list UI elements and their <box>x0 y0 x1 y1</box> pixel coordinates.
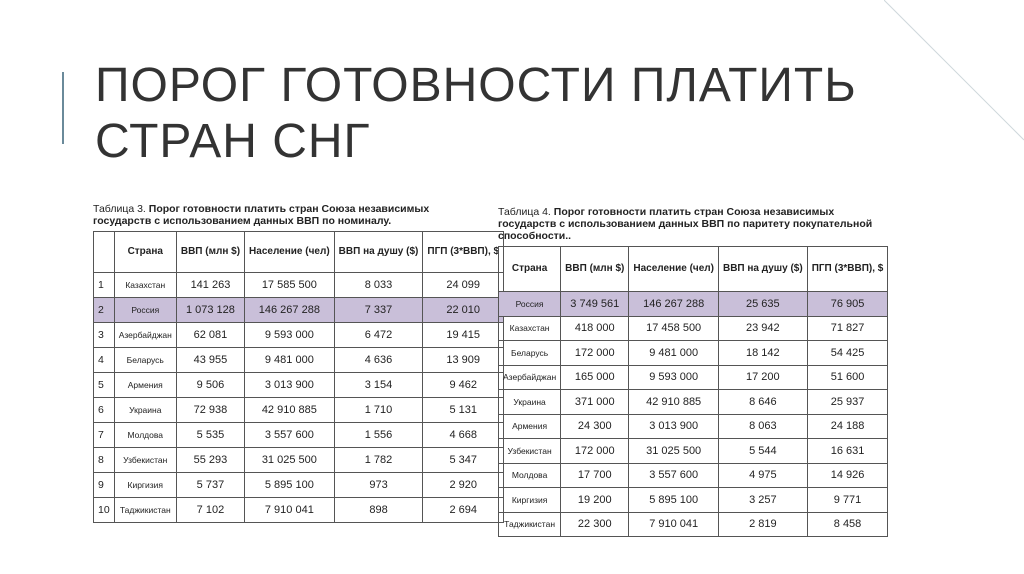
table-row <box>499 439 888 464</box>
caption-prefix: Таблица 4. <box>498 206 551 218</box>
table-cell: 1 556 <box>334 423 423 448</box>
table-cell: 2 819 <box>718 512 807 537</box>
table-cell: 6 <box>94 398 115 423</box>
table-cell: 3 013 900 <box>629 414 719 439</box>
table-row <box>94 298 504 323</box>
table-cell: Россия <box>114 298 176 323</box>
table-cell: 8 458 <box>807 512 888 537</box>
table-cell: 3 557 600 <box>629 463 719 488</box>
column-header: Страна <box>114 232 176 273</box>
caption-prefix: Таблица 3. <box>93 203 146 215</box>
table-cell: 31 025 500 <box>245 448 335 473</box>
table-cell: 5 544 <box>718 439 807 464</box>
table-cell: 4 975 <box>718 463 807 488</box>
table-cell: 5 895 100 <box>245 473 335 498</box>
table-cell: 17 700 <box>561 463 629 488</box>
table-row <box>94 373 504 398</box>
column-header: ВВП на душу ($) <box>718 247 807 292</box>
table-cell: 9 481 000 <box>629 341 719 366</box>
table-cell: 19 415 <box>423 323 504 348</box>
table-cell: 17 585 500 <box>245 273 335 298</box>
table-cell: 7 <box>94 423 115 448</box>
table-cell: 17 200 <box>718 365 807 390</box>
table-row <box>499 292 888 317</box>
table-row <box>94 473 504 498</box>
table-cell: Таджикистан <box>499 512 561 537</box>
table-cell: 9 <box>94 473 115 498</box>
table-cell: 371 000 <box>561 390 629 415</box>
table-cell: 5 <box>94 373 115 398</box>
table-cell: 71 827 <box>807 316 888 341</box>
table-cell: 25 937 <box>807 390 888 415</box>
table-cell: Азербайджан <box>499 365 561 390</box>
table-row <box>499 316 888 341</box>
table-cell: Армения <box>499 414 561 439</box>
slide-title <box>95 58 975 170</box>
table-row <box>94 448 504 473</box>
table-cell: 3 257 <box>718 488 807 513</box>
table-cell: Киргизия <box>499 488 561 513</box>
table-cell: 5 347 <box>423 448 504 473</box>
table-cell: 1 <box>94 273 115 298</box>
column-header: ВВП (млн $) <box>561 247 629 292</box>
table-cell: 4 636 <box>334 348 423 373</box>
column-header: ПГП (3*ВВП), $ <box>807 247 888 292</box>
data-table <box>93 231 504 523</box>
table-cell: 9 481 000 <box>245 348 335 373</box>
table-cell: 13 909 <box>423 348 504 373</box>
table-row <box>94 498 504 523</box>
table-cell: 165 000 <box>561 365 629 390</box>
table-cell: 2 920 <box>423 473 504 498</box>
table-cell: 31 025 500 <box>629 439 719 464</box>
table-cell: Молдова <box>499 463 561 488</box>
slide-title-line2: СТРАН СНГ <box>95 115 371 168</box>
table-cell: 8 <box>94 448 115 473</box>
table-row <box>94 398 504 423</box>
table-cell: 9 771 <box>807 488 888 513</box>
caption-text: Порог готовности платить стран Союза независимых государств с использованием данных ВВП по номиналу. <box>93 203 430 227</box>
table-row <box>499 390 888 415</box>
column-header: ВВП (млн $) <box>176 232 244 273</box>
table-cell: 2 694 <box>423 498 504 523</box>
table-row <box>499 512 888 537</box>
table-cell: Киргизия <box>114 473 176 498</box>
table-cell: 7 337 <box>334 298 423 323</box>
table-cell: 141 263 <box>176 273 244 298</box>
table-cell: 146 267 288 <box>245 298 335 323</box>
table-cell: 43 955 <box>176 348 244 373</box>
table-cell: Узбекистан <box>114 448 176 473</box>
table-nominal-gdp <box>93 203 500 523</box>
column-header: Население (чел) <box>245 232 335 273</box>
table-cell: 9 593 000 <box>629 365 719 390</box>
column-header <box>94 232 115 273</box>
table-cell: 5 737 <box>176 473 244 498</box>
table-row <box>499 341 888 366</box>
table-cell: 19 200 <box>561 488 629 513</box>
table-cell: 62 081 <box>176 323 244 348</box>
table-cell: 8 063 <box>718 414 807 439</box>
table-cell: 973 <box>334 473 423 498</box>
table-cell: 2 <box>94 298 115 323</box>
table-cell: 25 635 <box>718 292 807 317</box>
caption-text: Порог готовности платить стран Союза независимых государств с использованием данных ВВП по паритету покупательной способности.. <box>498 206 873 242</box>
table-cell: 5 895 100 <box>629 488 719 513</box>
table-cell: Азербайджан <box>114 323 176 348</box>
table-cell: 3 <box>94 323 115 348</box>
table-cell: 10 <box>94 498 115 523</box>
table-row <box>499 488 888 513</box>
table-cell: 23 942 <box>718 316 807 341</box>
table-cell: 76 905 <box>807 292 888 317</box>
data-table <box>498 246 888 537</box>
table-row <box>499 365 888 390</box>
table-row <box>94 423 504 448</box>
table-cell: Молдова <box>114 423 176 448</box>
table-cell: Таджикистан <box>114 498 176 523</box>
table-cell: 5 535 <box>176 423 244 448</box>
table-cell: 1 782 <box>334 448 423 473</box>
table-cell: 55 293 <box>176 448 244 473</box>
table-cell: 418 000 <box>561 316 629 341</box>
table-caption <box>498 206 888 242</box>
table-cell: Узбекистан <box>499 439 561 464</box>
table-cell: 9 593 000 <box>245 323 335 348</box>
table-cell: 7 910 041 <box>629 512 719 537</box>
column-header: Население (чел) <box>629 247 719 292</box>
table-cell: 17 458 500 <box>629 316 719 341</box>
table-cell: Украина <box>114 398 176 423</box>
table-cell: 51 600 <box>807 365 888 390</box>
table-cell: 7 102 <box>176 498 244 523</box>
table-cell: 1 710 <box>334 398 423 423</box>
table-cell: 4 <box>94 348 115 373</box>
table-ppp-gdp <box>498 206 888 537</box>
table-cell: 3 013 900 <box>245 373 335 398</box>
table-cell: 9 462 <box>423 373 504 398</box>
table-cell: 5 131 <box>423 398 504 423</box>
table-row <box>94 348 504 373</box>
table-cell: 24 300 <box>561 414 629 439</box>
title-accent-bar <box>62 72 64 144</box>
table-cell: 3 154 <box>334 373 423 398</box>
table-cell: 54 425 <box>807 341 888 366</box>
table-cell: 898 <box>334 498 423 523</box>
column-header: ВВП на душу ($) <box>334 232 423 273</box>
table-cell: 24 188 <box>807 414 888 439</box>
table-cell: Украина <box>499 390 561 415</box>
table-cell: Армения <box>114 373 176 398</box>
table-cell: 8 033 <box>334 273 423 298</box>
table-cell: 3 749 561 <box>561 292 629 317</box>
table-cell: 1 073 128 <box>176 298 244 323</box>
table-cell: Беларусь <box>114 348 176 373</box>
table-cell: 72 938 <box>176 398 244 423</box>
table-cell: 7 910 041 <box>245 498 335 523</box>
table-row <box>94 323 504 348</box>
table-cell: 42 910 885 <box>629 390 719 415</box>
table-cell: 42 910 885 <box>245 398 335 423</box>
table-cell: 16 631 <box>807 439 888 464</box>
table-cell: 22 300 <box>561 512 629 537</box>
table-cell: 6 472 <box>334 323 423 348</box>
table-cell: 146 267 288 <box>629 292 719 317</box>
table-cell: 172 000 <box>561 439 629 464</box>
table-cell: 4 668 <box>423 423 504 448</box>
slide-title-line1: ПОРОГ ГОТОВНОСТИ ПЛАТИТЬ <box>95 59 857 112</box>
table-cell: 9 506 <box>176 373 244 398</box>
column-header: Страна <box>499 247 561 292</box>
table-cell: 3 557 600 <box>245 423 335 448</box>
table-cell: 172 000 <box>561 341 629 366</box>
table-cell: 24 099 <box>423 273 504 298</box>
table-cell: Казахстан <box>114 273 176 298</box>
table-cell: Беларусь <box>499 341 561 366</box>
table-row <box>94 273 504 298</box>
table-cell: Россия <box>499 292 561 317</box>
table-cell: Казахстан <box>499 316 561 341</box>
table-caption <box>93 203 449 227</box>
table-cell: 14 926 <box>807 463 888 488</box>
table-row <box>499 414 888 439</box>
table-cell: 8 646 <box>718 390 807 415</box>
table-row <box>499 463 888 488</box>
column-header: ПГП (3*ВВП), $ <box>423 232 504 273</box>
table-cell: 22 010 <box>423 298 504 323</box>
table-cell: 18 142 <box>718 341 807 366</box>
